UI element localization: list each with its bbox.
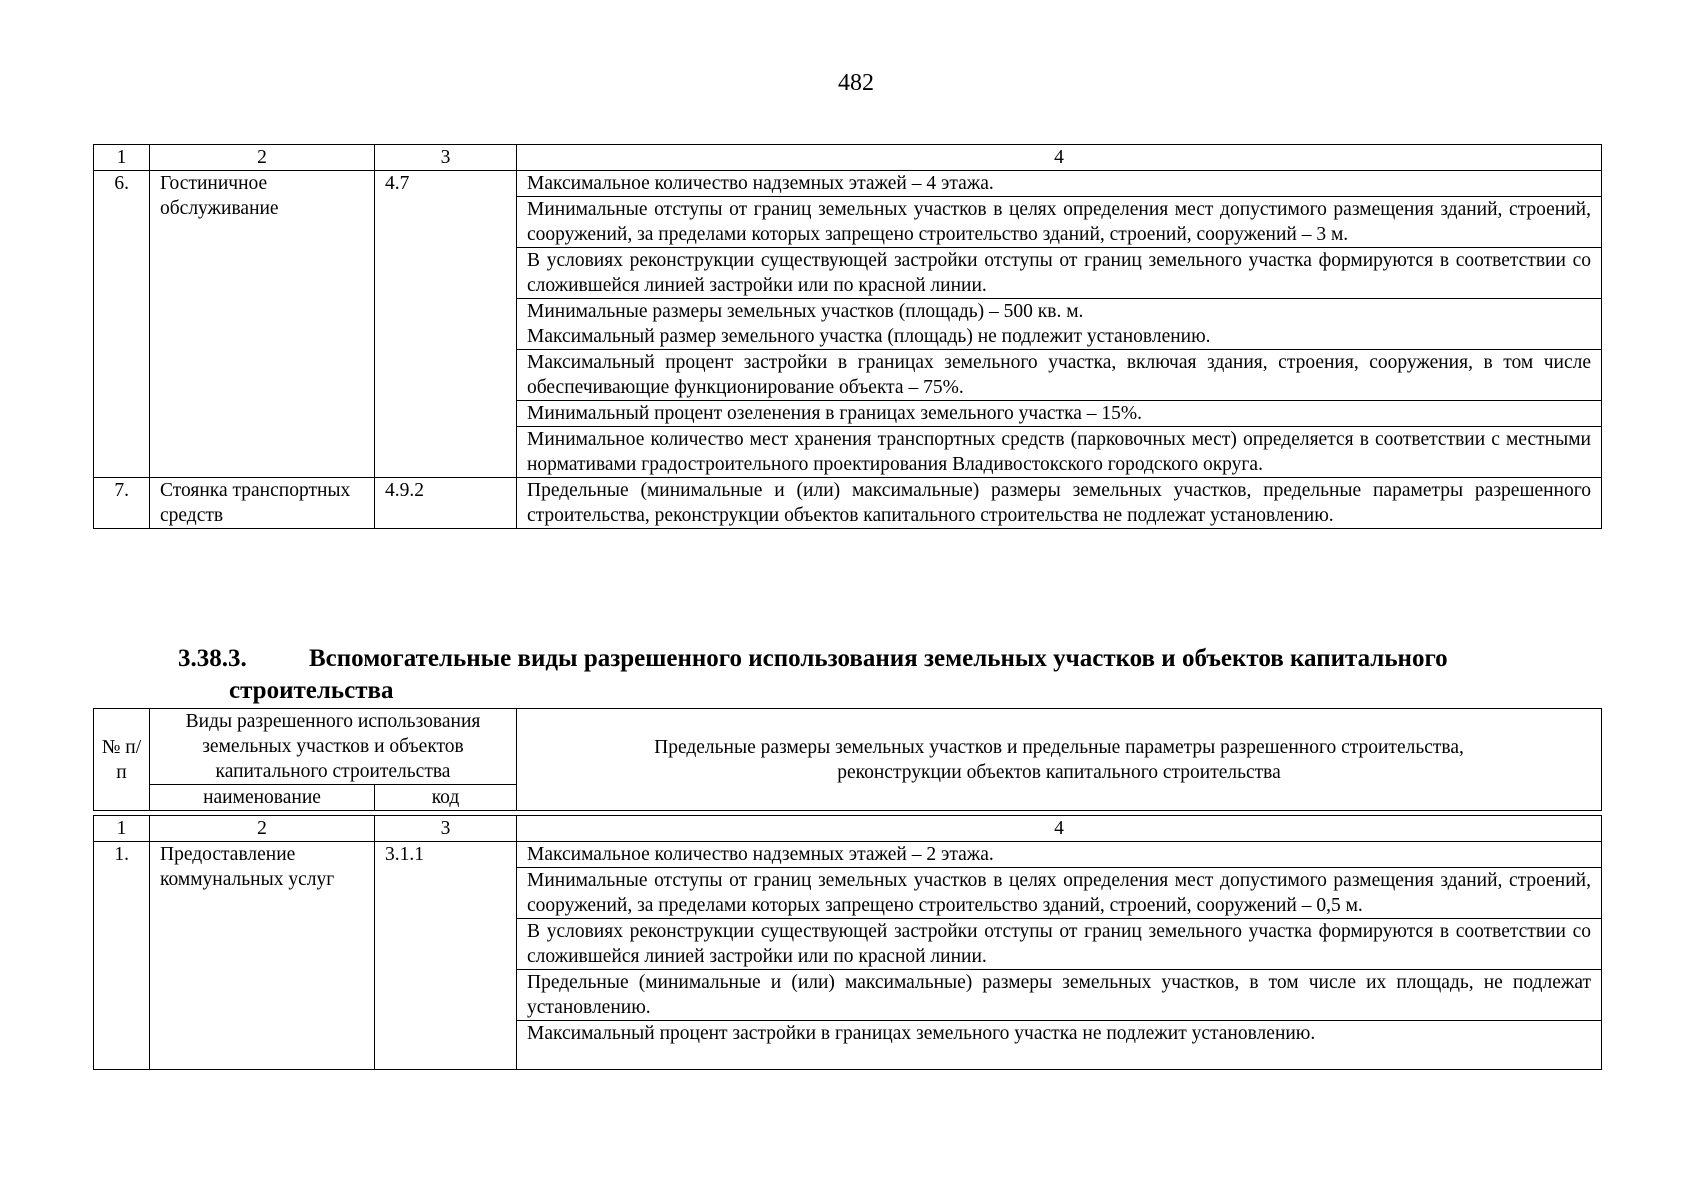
column-number-row (94, 816, 1602, 842)
parameter-line: Минимальные размеры земельных участков (площадь) – 500 кв. м. (527, 301, 1084, 322)
use-name: Предоставление коммунальных услуг (150, 842, 375, 1070)
column-number: 2 (150, 145, 375, 171)
use-name: Стоянка транспортных средств (150, 478, 375, 529)
parameter-cell: Минимальные отступы от границ земельных участков в целях определения мест допустимого размещения зданий, строений, сооружений, за пределами которых запрещено строительство зданий, строений, сооружений – 0,5 м. (517, 868, 1602, 919)
parameter-cell: Максимальный процент застройки в границах земельного участка, включая здания, строения, сооружения, в том числе обеспечивающие функционирование объекта – 75%. (517, 350, 1602, 401)
parameter-cell: Минимальные отступы от границ земельных участков в целях определения мест допустимого размещения зданий, строений, сооружений, за пределами которых запрещено строительство зданий, строений, сооружений – 3 м. (517, 197, 1602, 248)
parameter-cell (517, 299, 1602, 350)
section-number: 3.38.3. (178, 645, 247, 672)
column-number: 4 (517, 816, 1602, 842)
row-number: 6. (94, 171, 150, 478)
header-code: код (375, 785, 517, 811)
table-row (94, 171, 1602, 197)
parameter-cell: Максимальное количество надземных этажей – 4 этажа. (517, 171, 1602, 197)
row-number: 7. (94, 478, 150, 529)
use-code: 4.9.2 (375, 478, 517, 529)
column-number: 4 (517, 145, 1602, 171)
parameter-cell: В условиях реконструкции существующей застройки отступы от границ земельного участка формируются в соответствии со сложившейся линией застройки или по красной линии. (517, 248, 1602, 299)
column-number: 3 (375, 816, 517, 842)
column-number: 2 (150, 816, 375, 842)
header-number: № п/п (94, 709, 150, 811)
row-number: 1. (94, 842, 150, 1070)
section-title-line1: Вспомогательные виды разрешенного использования земельных участков и объектов капитального (309, 645, 1448, 672)
lower-table-header (93, 708, 1602, 811)
table-row (94, 478, 1602, 529)
parameter-line: Максимальный размер земельного участка (площадь) не подлежит установлению. (527, 326, 1211, 347)
lower-regulation-table (93, 815, 1602, 1070)
use-code: 3.1.1 (375, 842, 517, 1070)
parameter-cell: В условиях реконструкции существующей застройки отступы от границ земельного участка формируются в соответствии со сложившейся линией застройки или по красной линии. (517, 919, 1602, 970)
upper-regulation-table (93, 144, 1602, 529)
parameter-cell: Предельные (минимальные и (или) максимальные) размеры земельных участков, предельные параметры разрешенного строительства, реконструкции объектов капитального строительства не подлежат установлению. (517, 478, 1602, 529)
column-number-row (94, 145, 1602, 171)
parameter-cell: Максимальное количество надземных этажей – 2 этажа. (517, 842, 1602, 868)
column-number: 1 (94, 145, 150, 171)
header-name: наименование (150, 785, 375, 811)
header-params: Предельные размеры земельных участков и предельные параметры разрешенного строительства, реконструкции объектов капитального строительства (517, 709, 1602, 811)
column-number: 1 (94, 816, 150, 842)
section-heading (178, 643, 1628, 707)
header-types: Виды разрешенного использования земельных участков и объектов капитального строительства (150, 709, 517, 785)
table-row (94, 842, 1602, 868)
parameter-cell: Минимальный процент озеленения в границах земельного участка – 15%. (517, 401, 1602, 427)
parameter-cell: Максимальный процент застройки в границах земельного участка не подлежит установлению. (517, 1021, 1602, 1070)
parameter-cell: Минимальное количество мест хранения транспортных средств (парковочных мест) определяется в соответствии с местными нормативами градостроительного проектирования Владивостокского городского округа. (517, 427, 1602, 478)
page-number: 482 (838, 70, 874, 96)
column-number: 3 (375, 145, 517, 171)
use-code: 4.7 (375, 171, 517, 478)
use-name: Гостиничное обслуживание (150, 171, 375, 478)
parameter-cell: Предельные (минимальные и (или) максимальные) размеры земельных участков, в том числе их площадь, не подлежат установлению. (517, 970, 1602, 1021)
header-row (94, 709, 1602, 785)
section-title-line2: строительства (229, 677, 394, 704)
